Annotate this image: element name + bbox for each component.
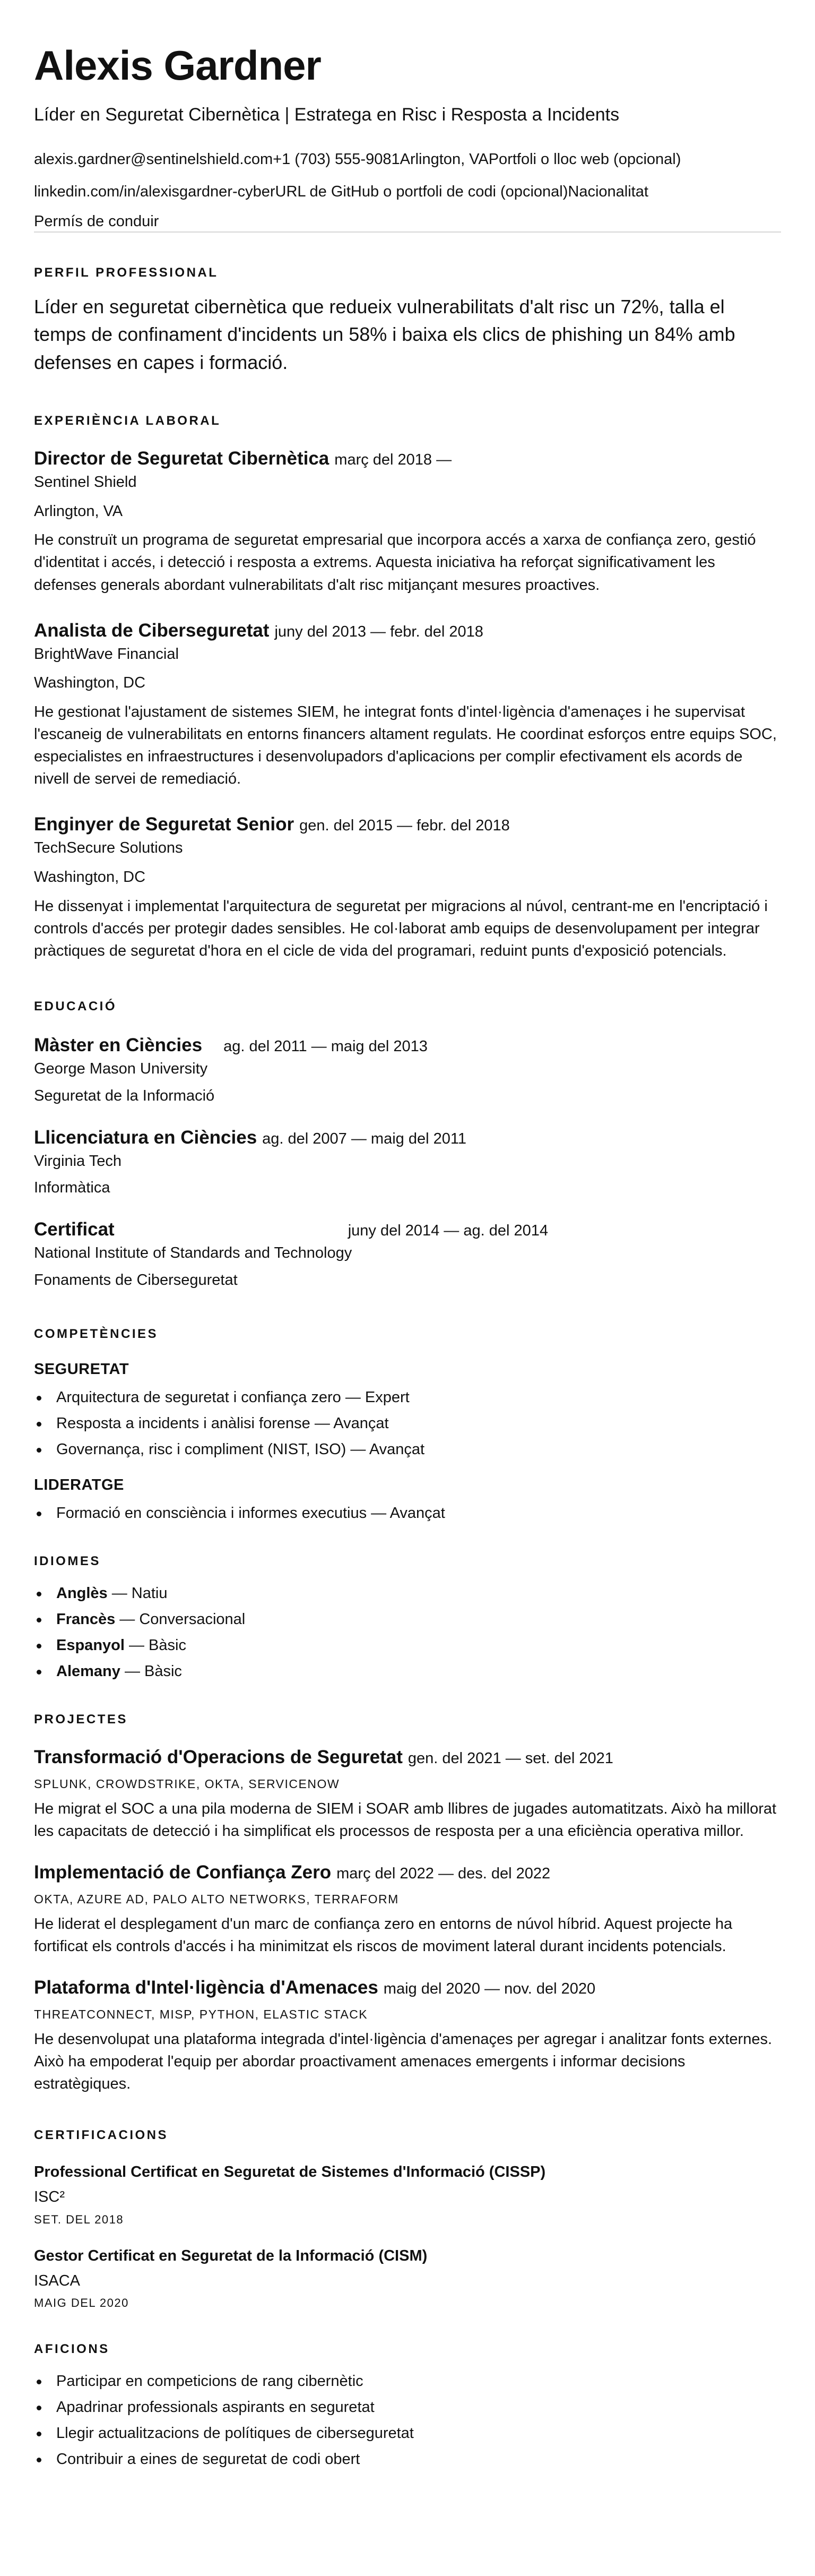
section-title-certifications: CERTIFICACIONS <box>34 2128 168 2143</box>
certification-item <box>34 2247 781 2309</box>
email-link[interactable]: alexis.gardner@sentinelshield.com <box>34 150 273 168</box>
skills-section <box>34 1328 781 1526</box>
company: Sentinel Shield <box>34 473 137 491</box>
certifications-section <box>34 2129 781 2309</box>
languages-section <box>34 1555 781 1685</box>
job-location: Washington, DC <box>34 674 146 692</box>
language-item <box>34 1633 781 1659</box>
experience-item <box>34 448 781 596</box>
location: Arlington, VA <box>400 150 489 168</box>
job-dates: gen. del 2015 — febr. del 2018 <box>299 817 510 835</box>
certification-name: Gestor Certificat en Seguretat de la Informació (CISM) <box>34 2247 428 2264</box>
job-dates: juny del 2013 — febr. del 2018 <box>274 623 483 640</box>
linkedin-link[interactable]: linkedin.com/in/alexisgardner-cyber <box>34 183 275 200</box>
language-name: Francès <box>56 1610 116 1628</box>
project-tech: OKTA, AZURE AD, PALO ALTO NETWORKS, TERRAFORM <box>34 1892 399 1906</box>
project-description: He desenvolupat una plataforma integrada d'intel·ligència d'amenaçes per agregar i analitzar fonts externes. Això ha empoderat l'equip per abordar proactivament amenaces emergents i informar decisions estratègiques. <box>34 2031 773 2093</box>
language-level: — Natiu <box>107 1584 168 1602</box>
project-description: He migrat el SOC a una pila moderna de SIEM i SOAR amb llibres de jugades automatitzats. Això ha millorat les capacitats de detecció i ha simplificat els processos de resposta per a una eficiència operativa millor. <box>34 1800 777 1840</box>
school: George Mason University <box>34 1060 208 1078</box>
experience-section <box>34 415 781 962</box>
language-list <box>34 1581 781 1685</box>
education-dates: ag. del 2011 — maig del 2013 <box>223 1038 428 1055</box>
field-of-study: Seguretat de la Informació <box>34 1087 215 1104</box>
language-name: Anglès <box>56 1584 108 1602</box>
headline: Líder en Seguretat Cibernètica | Estratega en Risc i Resposta a Incidents <box>34 105 620 125</box>
job-title: Director de Seguretat Cibernètica <box>34 448 330 469</box>
project-dates: maig del 2020 — nov. del 2020 <box>383 1980 596 1998</box>
certification-date: MAIG DEL 2020 <box>34 2296 129 2310</box>
project-tech: SPLUNK, CROWDSTRIKE, OKTA, SERVICENOW <box>34 1776 340 1791</box>
job-title: Enginyer de Seguretat Senior <box>34 814 294 835</box>
project-description: He liderat el desplegament d'un marc de confiança zero en entorns de núvol híbrid. Aquest projecte ha fortificat els controls d'accés i ha minimitzat els riscos de moviment lateral durant incidents potencials. <box>34 1915 733 1955</box>
resume-header <box>34 42 781 233</box>
job-dates: març del 2018 — <box>334 451 452 468</box>
skill-item: Formació en consciència i informes executius — Avançat <box>34 1500 781 1526</box>
skill-group-title: SEGURETAT <box>34 1360 129 1378</box>
skill-item: Governança, risc i compliment (NIST, ISO) — Avançat <box>34 1437 781 1463</box>
education-dates: ag. del 2007 — maig del 2011 <box>262 1130 466 1147</box>
language-item <box>34 1659 781 1685</box>
education-section <box>34 1000 781 1290</box>
section-title-languages: IDIOMES <box>34 1553 101 1568</box>
phone-link[interactable]: +1 (703) 555-9081 <box>273 150 400 168</box>
project-dates: març del 2022 — des. del 2022 <box>336 1865 551 1882</box>
certification-issuer: ISC² <box>34 2188 65 2205</box>
education-dates: juny del 2014 — ag. del 2014 <box>348 1222 549 1240</box>
contact-line-1 <box>34 150 781 169</box>
skill-list <box>34 1385 781 1463</box>
education-item <box>34 1127 781 1198</box>
nationality: Nacionalitat <box>568 183 648 200</box>
language-name: Alemany <box>56 1662 120 1680</box>
job-location: Arlington, VA <box>34 502 123 520</box>
interest-item: Participar en competicions de rang cibernètic <box>34 2368 781 2394</box>
section-title-projects: PROJECTES <box>34 1712 128 1727</box>
project-item <box>34 1746 781 1842</box>
job-description: He gestionat l'ajustament de sistemes SIEM, he integrat fonts d'intel·ligència d'amenaçes i he supervisat l'escaneig de vulnerabilitats en entorns financers altament regulats. He coordinat esforços entre equips SOC, especialistes en infraestructures i desenvolupadors d'aplicacions per complir efectivament els acords de nivell de servei de remediació. <box>34 703 777 788</box>
project-name: Implementació de Confiança Zero <box>34 1861 332 1883</box>
summary-text: Líder en seguretat cibernètica que redueix vulnerabilitats d'alt risc un 72%, talla el temps de confinament d'incidents un 58% i baixa els clics de phishing un 84% amb defenses en capes i formació. <box>34 296 735 373</box>
certification-issuer: ISACA <box>34 2272 81 2289</box>
interest-list <box>34 2368 781 2472</box>
company: TechSecure Solutions <box>34 839 183 857</box>
github-link[interactable]: URL de GitHub o portfoli de codi (opcional) <box>275 183 568 200</box>
certification-item <box>34 2163 781 2226</box>
education-item <box>34 1218 781 1290</box>
contact-line-2 <box>34 183 781 201</box>
section-title-experience: EXPERIÈNCIA LABORAL <box>34 413 221 428</box>
language-item <box>34 1581 781 1607</box>
language-level: — Conversacional <box>115 1610 246 1628</box>
school: Virginia Tech <box>34 1152 122 1170</box>
interest-item: Contribuir a eines de seguretat de codi obert <box>34 2446 781 2472</box>
education-item <box>34 1034 781 1105</box>
projects-section <box>34 1713 781 2095</box>
job-description: He dissenyat i implementat l'arquitectura de seguretat per migracions al núvol, centrant-me en l'encriptació i controls d'accés per protegir dades sensibles. He col·laborat amb equips de desenvolupament per integrar pràctiques de seguretat d'hora en el cicle de vida del programari, reduint punts d'exposició potencials. <box>34 897 768 960</box>
job-description: He construït un programa de seguretat empresarial que incorpora accés a xarxa de confiança zero, gestió d'identitat i accés, i detecció i resposta a extrems. Aquesta iniciativa ha reforçat significativament les defenses generals abordant vulnerabilitats d'alt risc mitjançant mesures proactives. <box>34 531 756 594</box>
language-name: Espanyol <box>56 1636 125 1654</box>
project-name: Plataforma d'Intel·ligència d'Amenaces <box>34 1977 378 1998</box>
section-title-skills: COMPETÈNCIES <box>34 1326 159 1341</box>
candidate-name: Alexis Gardner <box>34 42 321 89</box>
school: National Institute of Standards and Technology <box>34 1244 352 1262</box>
interest-item: Llegir actualitzacions de polítiques de ciberseguretat <box>34 2420 781 2446</box>
skill-item: Arquitectura de seguretat i confiança zero — Expert <box>34 1385 781 1411</box>
company: BrightWave Financial <box>34 645 179 663</box>
interests-section <box>34 2343 781 2472</box>
interest-item: Apadrinar professionals aspirants en seguretat <box>34 2394 781 2420</box>
project-name: Transformació d'Operacions de Seguretat <box>34 1746 403 1767</box>
field-of-study: Informàtica <box>34 1179 110 1197</box>
project-item <box>34 1861 781 1957</box>
degree: Màster en Ciències <box>34 1035 203 1056</box>
certification-date: SET. DEL 2018 <box>34 2212 124 2226</box>
field-of-study: Fonaments de Ciberseguretat <box>34 1272 238 1289</box>
skill-group-title: LIDERATGE <box>34 1476 124 1493</box>
language-level: — Bàsic <box>124 1636 186 1654</box>
degree: Certificat <box>34 1219 115 1240</box>
project-dates: gen. del 2021 — set. del 2021 <box>408 1749 613 1767</box>
project-tech: THREATCONNECT, MISP, PYTHON, ELASTIC STACK <box>34 2007 368 2022</box>
job-title: Analista de Ciberseguretat <box>34 620 270 641</box>
job-location: Washington, DC <box>34 869 146 886</box>
project-item <box>34 1977 781 2095</box>
driving-license: Permís de conduir <box>34 213 781 233</box>
summary-section <box>34 267 781 376</box>
certification-name: Professional Certificat en Seguretat de Sistemes d'Informació (CISSP) <box>34 2163 546 2181</box>
website-link[interactable]: Portfoli o lloc web (opcional) <box>488 150 681 168</box>
experience-item <box>34 620 781 791</box>
experience-item <box>34 813 781 962</box>
section-title-education: EDUCACIÓ <box>34 999 117 1014</box>
section-title-summary: PERFIL PROFESSIONAL <box>34 265 219 280</box>
degree: Llicenciatura en Ciències <box>34 1127 257 1148</box>
language-level: — Bàsic <box>120 1662 182 1680</box>
skill-item: Resposta a incidents i anàlisi forense — Avançat <box>34 1411 781 1437</box>
language-item <box>34 1607 781 1633</box>
skill-list <box>34 1500 781 1526</box>
section-title-interests: AFICIONS <box>34 2342 110 2357</box>
